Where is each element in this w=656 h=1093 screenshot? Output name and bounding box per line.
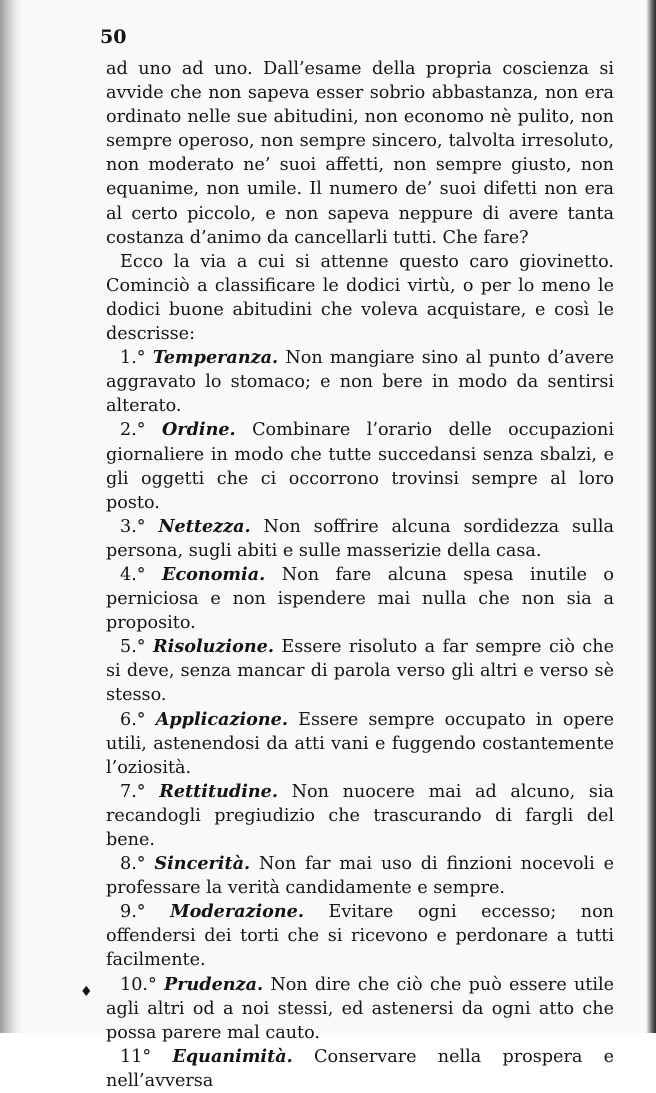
virtue-text: Non mangiare sino al punto d’avere aggravato lo stomaco; e non bere in modo da sentirsi alterato. <box>106 348 615 417</box>
virtue-text: Evitare ogni eccesso; non offendersi dei torti che si ricevono e perdonare a tutti facilmente. <box>106 902 615 971</box>
virtue-text: Non soffrire alcuna sordidezza sulla persona, sugli abiti e sulle masserizie della casa. <box>106 516 615 561</box>
virtue-number: 11° <box>120 1046 152 1067</box>
body-text <box>106 57 614 1093</box>
virtue-text: Essere risoluto a far sempre ciò che si deve, senza mancar di parola verso gli altri e verso sè stesso. <box>106 637 615 706</box>
virtue-title: Sincerità. <box>154 853 251 875</box>
virtue-title: Moderazione. <box>170 901 305 923</box>
virtue-title: Ordine. <box>161 419 236 441</box>
virtue-number: 6.° <box>120 709 146 730</box>
virtue-item <box>106 973 614 1045</box>
paragraph-intro: ad uno ad uno. Dall’esame della propria coscienza si avvide che non sapeva esser sobrio abbastanza, non era ordinato nelle sue abitudini, non economo nè pulito, non sempre operoso, non sempre sincero, talvolta irresoluto, non moderato ne’ suoi affetti, non sempre giusto, non equanime, non umile. Il numero de’ suoi difetti non era al certo piccolo, e non sapeva neppure di avere tanta costanza d’animo da cancellarli tutti. Che fare? <box>106 59 614 248</box>
virtue-item <box>106 635 614 707</box>
virtue-text: Essere sempre occupato in opere utili, astenendosi da atti vani e fuggendo costantemente l’oziosità. <box>106 709 615 778</box>
virtue-number: 9.° <box>120 902 146 923</box>
paragraph-transition: Ecco la via a cui si attenne questo caro giovinetto. Cominciò a classificare le dodici virtù, o per lo meno le dodici buone abitudini che voleva acquistare, e così le descrisse: <box>106 251 614 345</box>
virtue-title: Equanimità. <box>172 1045 293 1067</box>
virtue-number: 10.° <box>120 974 157 995</box>
virtue-title: Risoluzione. <box>153 636 274 658</box>
virtue-text: Non far mai uso di finzioni nocevoli e professare la verità candidamente e sempre. <box>106 854 614 899</box>
page-edge-shadow <box>646 0 656 1033</box>
virtue-title: Nettezza. <box>158 515 251 537</box>
virtue-title: Temperanza. <box>152 347 279 369</box>
virtue-text: Non nuocere mai ad alcuno, sia recandogli pregiudizio che trascurando di fargli del bene. <box>106 781 615 850</box>
page-number: 50 <box>100 26 127 48</box>
virtue-item <box>106 515 614 563</box>
virtue-title: Prudenza. <box>164 973 264 995</box>
virtue-number: 4.° <box>120 564 146 585</box>
virtue-number: 8.° <box>120 854 146 875</box>
virtue-item <box>106 1045 614 1093</box>
virtue-text: Conservare nella prospera e nell’avversa <box>106 1046 615 1091</box>
virtue-number: 3.° <box>120 516 146 537</box>
virtue-item <box>106 563 614 635</box>
virtue-item <box>106 346 614 418</box>
virtue-text: Non fare alcuna spesa inutile o perniciosa e non ispendere mai nulla che non sia a proposito. <box>106 564 615 634</box>
virtue-title: Applicazione. <box>155 708 288 730</box>
ink-blot-mark: ♦ <box>80 984 93 1000</box>
page-binding-shadow <box>0 0 22 1033</box>
virtue-text: Combinare l’orario delle occupazioni giornaliere in modo che tutte succedansi senza sbalzi, e gli oggetti che ci occorrono trovinsi sempre al loro posto. <box>106 420 615 513</box>
virtue-item <box>106 852 614 900</box>
virtue-item <box>106 900 614 972</box>
virtue-number: 7.° <box>120 781 146 802</box>
virtue-item <box>106 780 614 852</box>
virtue-number: 2.° <box>120 420 146 441</box>
virtue-number: 1.° <box>120 348 146 369</box>
virtue-text: Non dire che ciò che può essere utile agli altri od a noi stessi, ed astenersi da ogni atto che possa parere mal cauto. <box>106 974 615 1043</box>
virtue-title: Rettitudine. <box>159 780 279 802</box>
virtue-item <box>106 708 614 780</box>
virtue-title: Economia. <box>162 563 266 585</box>
virtue-number: 5.° <box>120 637 146 658</box>
virtue-item <box>106 418 614 514</box>
